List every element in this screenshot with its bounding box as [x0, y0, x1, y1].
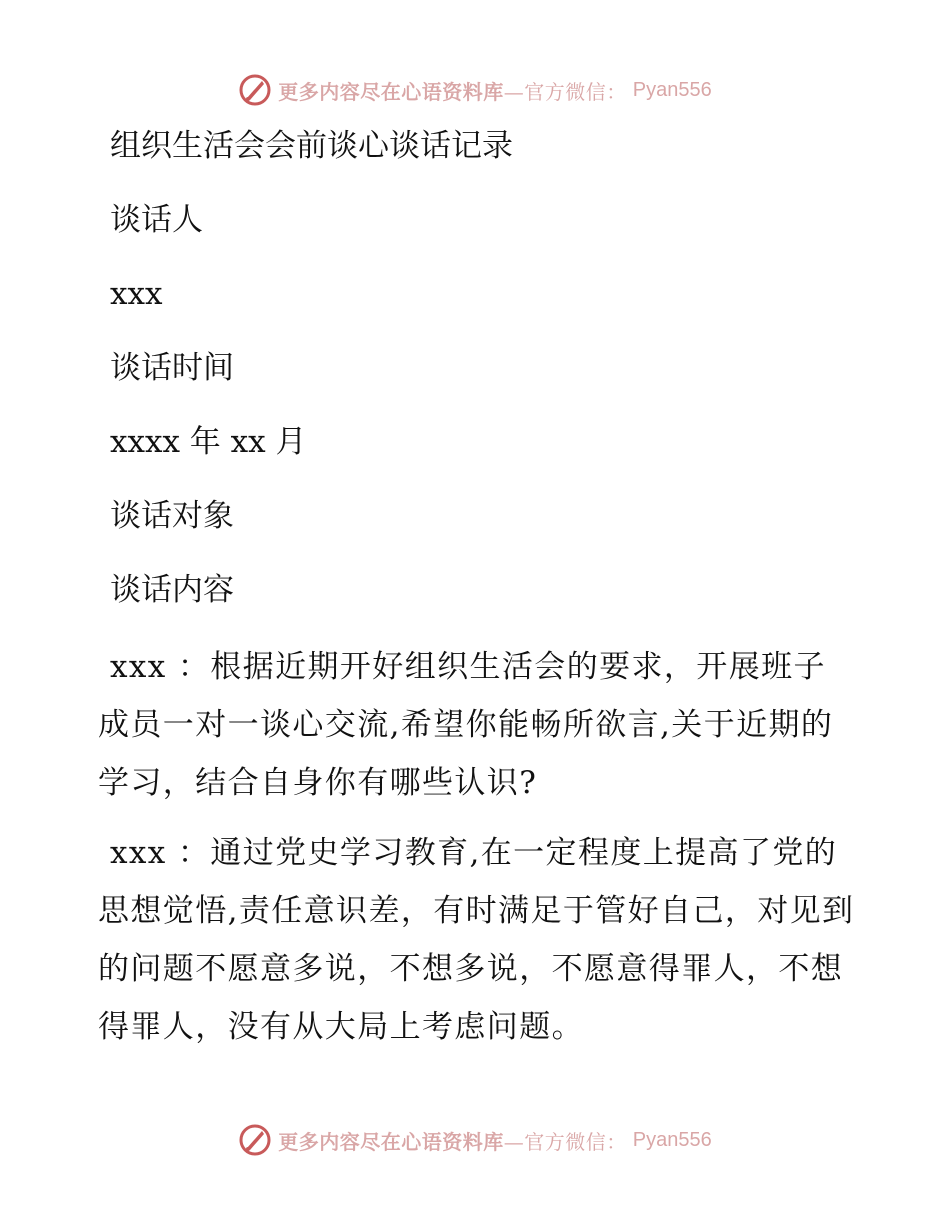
watermark-wechat-id: Pyan556 — [632, 1128, 712, 1151]
watermark-text: 更多内容尽在心语资料库—官方微信： — [278, 79, 627, 104]
content-label: 谈话内容 — [110, 572, 234, 608]
watermark-wechat-id: Pyan556 — [632, 78, 712, 101]
watermark-text: 更多内容尽在心语资料库—官方微信： — [278, 1129, 627, 1154]
quill-logo-icon — [238, 1123, 272, 1157]
document-title: 组织生活会会前谈心谈话记录 — [110, 128, 513, 164]
watermark-header — [0, 70, 950, 110]
time-value: xxxx 年 xx 月 — [110, 424, 307, 460]
speaker-label: 谈话人 — [110, 202, 203, 238]
quill-logo-icon — [238, 73, 272, 107]
target-label: 谈话对象 — [110, 498, 234, 534]
document-body — [98, 120, 858, 1068]
time-label: 谈话时间 — [110, 350, 234, 386]
paragraph-question: xxx ：根据近期开好组织生活会的要求，开展班子成员一对一谈心交流,希望你能畅所欲言,关于近期的学习，结合自身你有哪些认识? — [98, 649, 834, 801]
paragraph-answer: xxx ：通过党史学习教育,在一定程度上提高了党的思想觉悟,责任意识差，有时满足于管好自己，对见到的问题不愿意多说，不想多说，不愿意得罪人，不想得罪人，没有从大局上考虑问题。 — [98, 835, 855, 1045]
watermark-footer — [0, 1120, 950, 1160]
speaker-value: xxx — [110, 276, 163, 312]
